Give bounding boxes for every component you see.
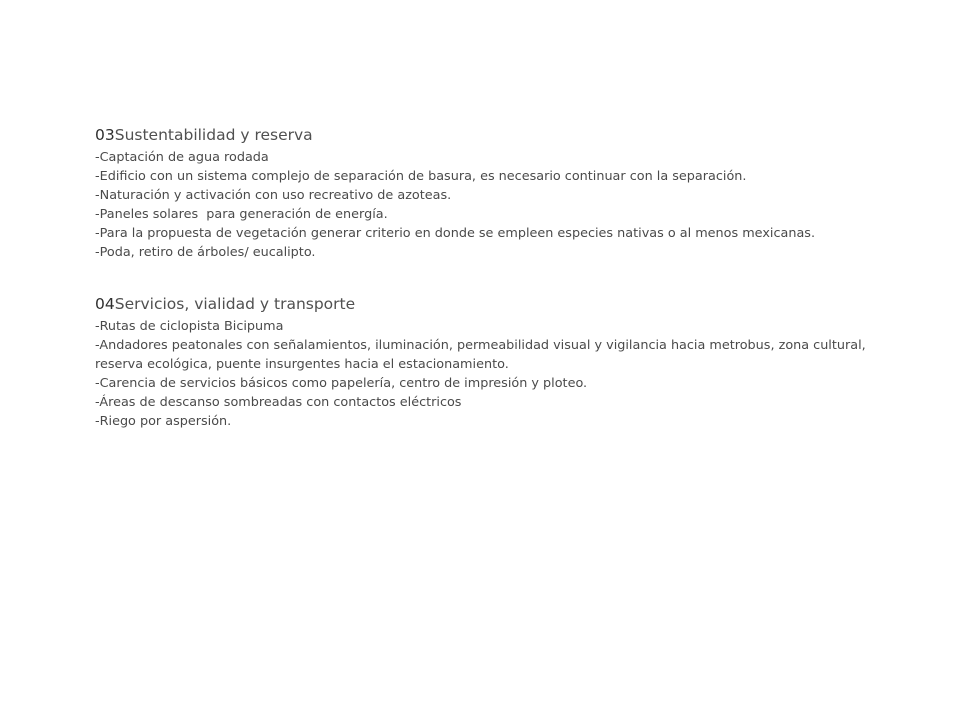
item-list xyxy=(95,148,895,262)
section-sustentabilidad xyxy=(95,125,895,262)
list-item: -Carencia de servicios básicos como papelería, centro de impresión y ploteo. xyxy=(95,376,588,391)
list-item: -Áreas de descanso sombreadas con contactos eléctricos xyxy=(95,395,462,410)
list-item: -Paneles solares para generación de energía. xyxy=(95,207,388,222)
section-heading xyxy=(95,294,895,314)
section-servicios xyxy=(95,294,895,431)
list-item: -Andadores peatonales con señalamientos, iluminación, permeabilidad visual y vigilancia hacia metrobus, zona cultural, xyxy=(95,338,866,353)
list-item: -Para la propuesta de vegetación generar criterio en donde se empleen especies nativas o al menos mexicanas. xyxy=(95,226,816,241)
list-item: -Rutas de ciclopista Bicipuma xyxy=(95,319,284,334)
section-title: Servicios, vialidad y transporte xyxy=(114,295,356,313)
list-item: -Captación de agua rodada xyxy=(95,150,269,165)
section-number: 04 xyxy=(95,295,115,313)
section-heading xyxy=(95,125,895,145)
list-item: reserva ecológica, puente insurgentes hacia el estacionamiento. xyxy=(95,357,509,372)
list-item: -Riego por aspersión. xyxy=(95,414,232,429)
list-item: -Naturación y activación con uso recreativo de azoteas. xyxy=(95,188,452,203)
list-item: -Poda, retiro de árboles/ eucalipto. xyxy=(95,245,316,260)
section-title: Sustentabilidad y reserva xyxy=(114,126,313,144)
item-list xyxy=(95,317,895,431)
section-number: 03 xyxy=(95,126,115,144)
list-item: -Edificio con un sistema complejo de separación de basura, es necesario continuar con la separación. xyxy=(95,169,747,184)
